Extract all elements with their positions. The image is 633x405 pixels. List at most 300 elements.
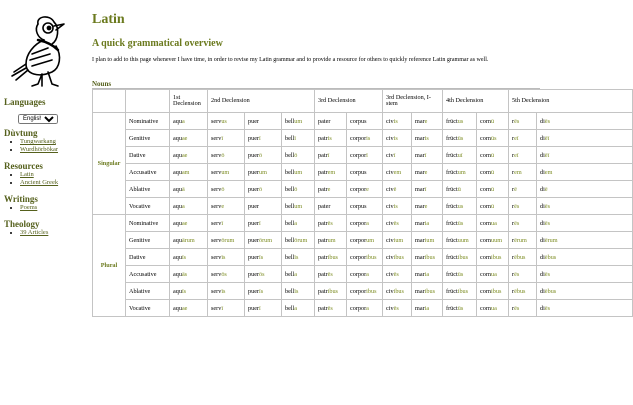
noun-ending: ū: [491, 151, 495, 159]
noun-ending: is: [393, 134, 398, 142]
resources-heading: Resources: [4, 161, 43, 171]
noun-stem: civ: [386, 151, 394, 159]
noun-ending: e: [221, 202, 225, 210]
noun-stem: mar: [415, 253, 425, 261]
noun-form-cell: [245, 147, 282, 164]
noun-form-cell: [347, 181, 383, 198]
noun-form-cell: [509, 147, 537, 164]
noun-form-cell: [383, 249, 412, 266]
noun-ending: īs: [181, 287, 187, 295]
noun-stem: corn: [480, 168, 492, 176]
noun-stem: puer: [248, 253, 259, 261]
languages-heading: Languages: [4, 97, 46, 107]
noun-form-cell: [412, 232, 443, 249]
noun-ending: um: [259, 168, 267, 176]
noun-stem: frūct: [446, 117, 458, 125]
noun-stem: corn: [480, 117, 492, 125]
noun-stem: mar: [415, 151, 425, 159]
noun-stem: mar: [415, 270, 425, 278]
noun-ending: ō: [221, 151, 225, 159]
noun-stem: serv: [211, 304, 222, 312]
noun-stem: aqu: [173, 117, 182, 125]
noun-stem: bell: [285, 151, 295, 159]
noun-ending: īs: [221, 287, 226, 295]
table-row: [93, 130, 633, 147]
noun-form-cell: [509, 181, 537, 198]
noun-ending: ūs: [457, 219, 464, 227]
noun-form-cell: [347, 283, 383, 300]
noun-form-cell: [537, 283, 633, 300]
noun-form-cell: [315, 300, 347, 317]
noun-form-cell: [282, 181, 315, 198]
noun-form-cell: [245, 113, 282, 130]
noun-ending: us: [457, 117, 464, 125]
noun-form-cell: [208, 198, 245, 215]
sidebar-languages: [4, 97, 58, 125]
nouns-table-wrapper[interactable]: [92, 89, 558, 317]
case-label: Nominative: [126, 215, 170, 232]
case-label: Accusative: [126, 266, 170, 283]
noun-stem: mar: [415, 219, 425, 227]
noun-form-cell: [537, 181, 633, 198]
noun-ending: ua: [491, 219, 497, 227]
noun-form-cell: [245, 232, 282, 249]
page-subtitle: A quick grammatical overview: [92, 38, 223, 49]
noun-stem: r: [512, 287, 515, 295]
noun-stem: r: [512, 185, 515, 193]
noun-ending: ēs: [393, 219, 399, 227]
noun-form-cell: [443, 249, 477, 266]
noun-ending: ēs: [544, 270, 551, 278]
noun-ending: um: [327, 236, 336, 244]
noun-form-cell: [208, 147, 245, 164]
header-empty-cell: [93, 90, 126, 113]
noun-stem: patr: [318, 236, 328, 244]
noun-ending: ī: [259, 304, 261, 312]
noun-ending: ī: [259, 134, 261, 142]
noun-form-cell: [347, 147, 383, 164]
noun-form-cell: [208, 113, 245, 130]
noun-ending: is: [327, 134, 332, 142]
noun-stem: civ: [386, 117, 394, 125]
noun-stem: bell: [285, 287, 295, 295]
noun-ending: ās: [181, 270, 188, 278]
noun-ending: em: [544, 168, 553, 176]
link-poems[interactable]: Poems: [20, 204, 38, 211]
table-row: [93, 113, 633, 130]
noun-ending: e: [327, 185, 331, 193]
noun-stem: r: [512, 134, 515, 142]
noun-form-cell: [383, 266, 412, 283]
noun-stem: bell: [285, 168, 295, 176]
noun-form-cell: [245, 130, 282, 147]
noun-stem: civ: [386, 304, 394, 312]
noun-stem: mar: [415, 202, 425, 210]
noun-stem: corn: [480, 134, 492, 142]
link-tungwarkang[interactable]: Tungwarkang: [20, 138, 56, 145]
noun-stem: serv: [211, 168, 222, 176]
noun-stem: puer: [248, 117, 259, 125]
noun-stem: frūct: [446, 287, 458, 295]
noun-stem: mar: [415, 168, 425, 176]
noun-ending: a: [181, 117, 185, 125]
noun-form-cell: [170, 215, 208, 232]
noun-form-cell: [412, 198, 443, 215]
noun-ending: ēs: [544, 219, 551, 227]
table-row: [93, 300, 633, 317]
noun-form-cell: [537, 198, 633, 215]
noun-stem: r: [512, 236, 515, 244]
noun-form-cell: [383, 130, 412, 147]
link-wurdhorbokar[interactable]: Wurdhörbökar: [20, 145, 59, 153]
noun-ending: ibus: [393, 287, 404, 295]
noun-form-cell: [477, 300, 509, 317]
noun-ending: is: [393, 202, 398, 210]
case-label: Vocative: [126, 198, 170, 215]
noun-form-cell: [477, 147, 509, 164]
noun-ending: um: [294, 117, 303, 125]
noun-form-cell: [315, 283, 347, 300]
noun-form-cell: [347, 232, 383, 249]
noun-form-cell: [412, 113, 443, 130]
noun-ending: ēs: [327, 219, 333, 227]
case-label: Accusative: [126, 164, 170, 181]
noun-ending: ēs: [544, 304, 551, 312]
noun-ending: ēs: [544, 117, 551, 125]
table-row: [93, 215, 633, 232]
noun-form-cell: [347, 300, 383, 317]
noun-stem: aqu: [173, 270, 182, 278]
noun-ending: ō: [259, 185, 263, 193]
noun-stem: aqu: [173, 168, 182, 176]
noun-ending: ua: [491, 304, 497, 312]
noun-ending: ēs: [327, 270, 333, 278]
noun-stem: frūct: [446, 151, 458, 159]
noun-form-cell: [170, 113, 208, 130]
noun-form-cell: [208, 283, 245, 300]
noun-stem: r: [512, 270, 515, 278]
noun-ending: ae: [181, 151, 188, 159]
noun-form-cell: [347, 215, 383, 232]
noun-stem: patr: [318, 151, 328, 159]
noun-form-cell: [282, 266, 315, 283]
noun-form-cell: [347, 113, 383, 130]
noun-form-cell: [443, 130, 477, 147]
noun-stem: mar: [415, 304, 425, 312]
noun-stem: serv: [211, 253, 222, 261]
noun-stem: r: [512, 117, 515, 125]
header-1st-declension: 1st Declension: [170, 90, 208, 113]
noun-form-cell: [315, 198, 347, 215]
noun-stem: corpor: [350, 287, 367, 295]
noun-stem: corn: [480, 151, 492, 159]
noun-stem: frūct: [446, 219, 458, 227]
theology-heading: Theology: [4, 219, 40, 229]
noun-ending: ērum: [544, 236, 558, 244]
noun-ending: ī: [221, 304, 224, 312]
noun-form-cell: [412, 147, 443, 164]
noun-ending: ēī: [544, 134, 550, 142]
noun-form-cell: [383, 147, 412, 164]
noun-stem: bell: [285, 304, 295, 312]
writings-heading: Writings: [4, 194, 38, 204]
noun-stem: corpus: [350, 168, 367, 176]
link-39-articles[interactable]: 39 Articles: [20, 229, 49, 236]
noun-form-cell: [383, 283, 412, 300]
noun-stem: r: [512, 151, 515, 159]
case-label: Dative: [126, 249, 170, 266]
noun-ending: ōrum: [259, 236, 273, 244]
sidebar-duvtung: [4, 128, 58, 153]
noun-form-cell: [282, 249, 315, 266]
noun-ending: am: [181, 168, 190, 176]
noun-stem: civ: [386, 270, 394, 278]
noun-form-cell: [208, 164, 245, 181]
noun-ending: ō: [221, 185, 225, 193]
noun-form-cell: [443, 181, 477, 198]
noun-form-cell: [245, 215, 282, 232]
noun-form-cell: [315, 249, 347, 266]
noun-form-cell: [170, 164, 208, 181]
noun-ending: uum: [457, 236, 469, 244]
noun-stem: civ: [386, 236, 394, 244]
noun-stem: civ: [386, 202, 394, 210]
noun-stem: corpor: [350, 134, 367, 142]
header-2nd-declension: 2nd Declension: [208, 90, 315, 113]
noun-stem: bell: [285, 253, 295, 261]
noun-form-cell: [245, 249, 282, 266]
noun-stem: di: [540, 270, 545, 278]
noun-stem: puer: [248, 168, 259, 176]
noun-stem: di: [540, 304, 545, 312]
noun-stem: mar: [415, 117, 425, 125]
noun-form-cell: [245, 198, 282, 215]
case-label: Genitive: [126, 130, 170, 147]
noun-stem: corpor: [350, 253, 367, 261]
noun-ending: ī: [259, 219, 261, 227]
noun-form-cell: [282, 215, 315, 232]
noun-ending: um: [457, 168, 466, 176]
header-3rd-declension: 3rd Declension: [315, 90, 383, 113]
noun-ending: ēs: [514, 304, 520, 312]
noun-form-cell: [282, 147, 315, 164]
noun-form-cell: [282, 198, 315, 215]
noun-form-cell: [443, 215, 477, 232]
noun-ending: ōs: [259, 270, 265, 278]
noun-ending: us: [221, 117, 227, 125]
noun-ending: ī: [221, 219, 224, 227]
noun-stem: puer: [248, 134, 259, 142]
noun-stem: patr: [318, 219, 328, 227]
table-row: [93, 147, 633, 164]
noun-form-cell: [537, 215, 633, 232]
noun-form-cell: [412, 181, 443, 198]
noun-stem: civ: [386, 253, 394, 261]
noun-ending: ēs: [393, 270, 399, 278]
noun-ending: e: [366, 185, 369, 193]
table-row: [93, 164, 633, 181]
noun-stem: corn: [480, 185, 492, 193]
noun-form-cell: [509, 198, 537, 215]
noun-stem: r: [512, 219, 515, 227]
sidebar-writings: [4, 194, 38, 212]
noun-ending: ūs: [457, 270, 464, 278]
noun-stem: corpus: [350, 117, 367, 125]
language-select[interactable]: [18, 114, 58, 124]
noun-stem: bell: [285, 134, 295, 142]
noun-stem: patr: [318, 270, 328, 278]
noun-form-cell: [315, 181, 347, 198]
noun-ending: e: [424, 168, 428, 176]
header-4th-declension: 4th Declension: [443, 90, 509, 113]
noun-stem: corpor: [350, 219, 367, 227]
noun-form-cell: [443, 113, 477, 130]
noun-form-cell: [347, 249, 383, 266]
noun-ending: ēbus: [514, 253, 526, 261]
noun-form-cell: [477, 283, 509, 300]
noun-ending: ē: [544, 185, 548, 193]
noun-ending: ibus: [457, 253, 469, 261]
case-label: Ablative: [126, 181, 170, 198]
noun-stem: puer: [248, 236, 259, 244]
noun-form-cell: [347, 198, 383, 215]
noun-stem: serv: [211, 151, 222, 159]
case-label: Ablative: [126, 283, 170, 300]
noun-ending: ē: [393, 185, 397, 193]
header-3rd-declension-i-stem: 3rd Declension, I-stem: [383, 90, 443, 113]
noun-ending: ibus: [366, 287, 377, 295]
noun-ending: ō: [294, 151, 298, 159]
noun-form-cell: [208, 181, 245, 198]
noun-form-cell: [412, 266, 443, 283]
noun-form-cell: [383, 232, 412, 249]
noun-stem: aqu: [173, 134, 182, 142]
noun-form-cell: [208, 266, 245, 283]
noun-ending: īs: [259, 253, 264, 261]
noun-ending: ium: [393, 236, 404, 244]
noun-ending: ēbus: [544, 287, 557, 295]
noun-stem: r: [512, 168, 515, 176]
noun-form-cell: [170, 266, 208, 283]
noun-stem: corn: [480, 236, 492, 244]
noun-form-cell: [170, 249, 208, 266]
noun-stem: corpor: [350, 236, 367, 244]
noun-stem: corn: [480, 202, 492, 210]
noun-ending: ūs: [457, 134, 464, 142]
noun-ending: a: [366, 270, 369, 278]
noun-ending: ū: [491, 168, 495, 176]
noun-form-cell: [383, 113, 412, 130]
plural-label: Plural: [93, 215, 126, 317]
noun-form-cell: [208, 232, 245, 249]
noun-ending: ia: [424, 270, 430, 278]
noun-ending: ia: [424, 304, 430, 312]
noun-stem: civ: [386, 185, 394, 193]
noun-ending: um: [221, 168, 230, 176]
noun-form-cell: [315, 147, 347, 164]
link-ancient-greek[interactable]: Ancient Greek: [20, 178, 59, 186]
noun-stem: serv: [211, 219, 222, 227]
noun-form-cell: [282, 283, 315, 300]
noun-stem: aqu: [173, 202, 182, 210]
noun-form-cell: [170, 283, 208, 300]
noun-ending: ī: [327, 151, 330, 159]
noun-stem: corn: [480, 287, 492, 295]
noun-stem: patr: [318, 287, 328, 295]
noun-stem: serv: [211, 117, 222, 125]
noun-form-cell: [537, 113, 633, 130]
noun-stem: patr: [318, 168, 328, 176]
noun-form-cell: [245, 283, 282, 300]
noun-form-cell: [347, 130, 383, 147]
noun-stem: frūct: [446, 168, 458, 176]
noun-stem: serv: [211, 287, 222, 295]
noun-ending: ī: [366, 151, 368, 159]
noun-ending: is: [424, 134, 429, 142]
noun-form-cell: [537, 300, 633, 317]
noun-ending: ū: [491, 117, 495, 125]
noun-form-cell: [477, 266, 509, 283]
noun-ending: ibus: [424, 253, 435, 261]
noun-form-cell: [208, 130, 245, 147]
noun-form-cell: [509, 113, 537, 130]
noun-form-cell: [509, 215, 537, 232]
noun-ending: is: [366, 134, 371, 142]
noun-stem: mar: [415, 287, 425, 295]
noun-stem: corn: [480, 270, 492, 278]
noun-stem: bell: [285, 202, 295, 210]
noun-ending: em: [514, 168, 522, 176]
noun-ending: ēs: [514, 219, 520, 227]
noun-stem: civ: [386, 219, 394, 227]
noun-ending: ō: [294, 185, 298, 193]
noun-stem: pater: [318, 202, 331, 210]
case-label: Genitive: [126, 232, 170, 249]
noun-form-cell: [282, 164, 315, 181]
noun-form-cell: [477, 215, 509, 232]
noun-stem: aqu: [173, 185, 182, 193]
noun-form-cell: [208, 215, 245, 232]
noun-stem: corpus: [350, 202, 367, 210]
noun-ending: e: [424, 117, 428, 125]
noun-stem: puer: [248, 202, 259, 210]
noun-form-cell: [245, 181, 282, 198]
case-label: Dative: [126, 147, 170, 164]
noun-stem: bell: [285, 270, 295, 278]
noun-stem: di: [540, 134, 545, 142]
noun-ending: ū: [457, 185, 461, 193]
noun-stem: mar: [415, 185, 425, 193]
noun-ending: em: [393, 168, 402, 176]
nouns-heading: Nouns: [92, 80, 112, 88]
header-empty-cell: [126, 90, 170, 113]
noun-form-cell: [477, 113, 509, 130]
noun-ending: ae: [181, 304, 188, 312]
noun-form-cell: [509, 300, 537, 317]
noun-stem: puer: [248, 151, 259, 159]
link-latin[interactable]: Latin: [20, 171, 34, 178]
noun-ending: īs: [294, 253, 299, 261]
noun-stem: civ: [386, 134, 394, 142]
noun-ending: ibus: [491, 253, 502, 261]
noun-ending: ibus: [327, 287, 338, 295]
noun-form-cell: [443, 283, 477, 300]
noun-ending: a: [294, 219, 298, 227]
noun-stem: frūct: [446, 134, 458, 142]
noun-ending: ium: [424, 236, 435, 244]
noun-form-cell: [282, 232, 315, 249]
noun-form-cell: [208, 249, 245, 266]
